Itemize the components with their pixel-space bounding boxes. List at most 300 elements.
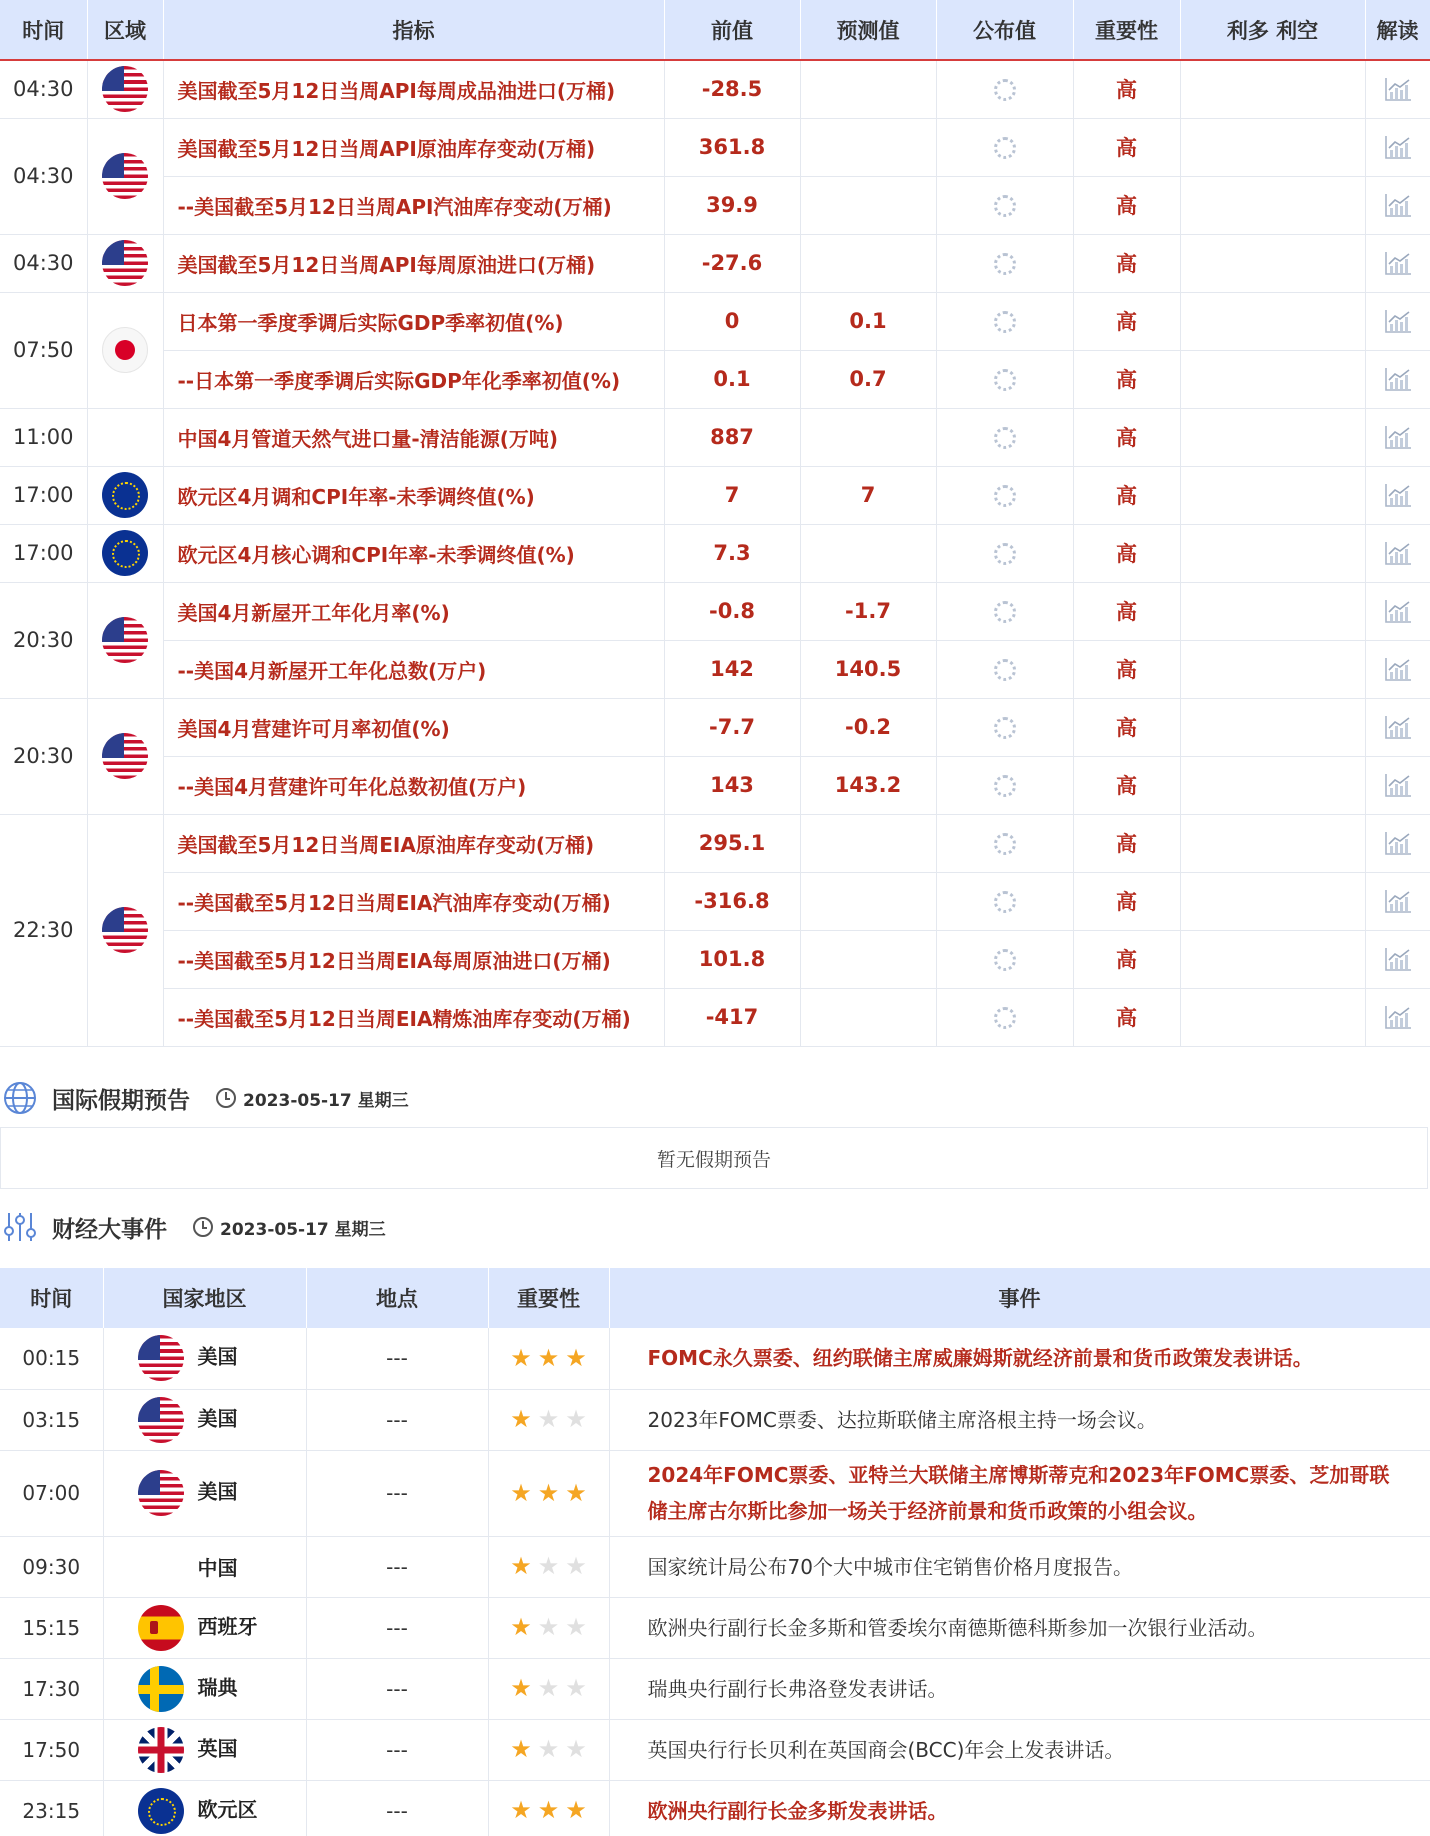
event-description: 2024年FOMC票委、亚特兰大联储主席博斯蒂克和2023年FOMC票委、芝加哥联储主席古尔斯比参加一场关于经济前景和货币政策的小组会议。 — [609, 1450, 1430, 1536]
actual-value — [936, 292, 1073, 350]
globe-icon — [2, 1080, 38, 1116]
country-name: 中国 — [197, 1556, 238, 1580]
chart-analysis-icon[interactable] — [1384, 714, 1412, 740]
event-country — [103, 1536, 306, 1597]
star-icon: ★ — [510, 1674, 532, 1702]
event-country — [103, 1389, 306, 1450]
forecast-value — [800, 814, 936, 872]
region-cell — [87, 466, 163, 524]
bull-bear-cell — [1180, 640, 1365, 698]
analysis-cell[interactable] — [1365, 582, 1430, 640]
forecast-value — [800, 930, 936, 988]
star-icon: ★ — [565, 1478, 587, 1507]
star-icon: ★ — [510, 1735, 532, 1763]
indicator-name[interactable]: 美国截至5月12日当周API每周成品油进口(万桶) — [163, 60, 664, 118]
event-importance — [488, 1597, 609, 1658]
indicator-name[interactable]: --美国截至5月12日当周EIA精炼油库存变动(万桶) — [163, 988, 664, 1046]
previous-value: 7 — [664, 466, 800, 524]
analysis-cell[interactable] — [1365, 350, 1430, 408]
region-cell — [87, 698, 163, 814]
indicator-name[interactable]: 欧元区4月调和CPI年率-未季调终值(%) — [163, 466, 664, 524]
star-icon: ★ — [510, 1478, 532, 1507]
event-place: --- — [306, 1536, 488, 1597]
actual-value — [936, 524, 1073, 582]
indicator-row — [0, 408, 1430, 466]
region-cell — [87, 118, 163, 234]
actual-value — [936, 466, 1073, 524]
event-description: FOMC永久票委、纽约联储主席威廉姆斯就经济前景和货币政策发表讲话。 — [609, 1328, 1430, 1389]
chart-analysis-icon[interactable] — [1384, 192, 1412, 218]
forecast-value: 7 — [800, 466, 936, 524]
importance-value: 高 — [1073, 176, 1180, 234]
importance-value: 高 — [1073, 292, 1180, 350]
events-header-importance: 重要性 — [488, 1268, 609, 1328]
chart-analysis-icon[interactable] — [1384, 888, 1412, 914]
analysis-cell[interactable] — [1365, 930, 1430, 988]
analysis-cell[interactable] — [1365, 292, 1430, 350]
us-flag-icon — [138, 1335, 184, 1381]
indicator-name[interactable]: 美国截至5月12日当周EIA原油库存变动(万桶) — [163, 814, 664, 872]
forecast-value — [800, 988, 936, 1046]
star-icon: ★ — [510, 1613, 532, 1641]
events-header-country: 国家地区 — [103, 1268, 306, 1328]
holiday-section-header — [0, 1068, 1430, 1128]
header-forecast: 预测值 — [800, 0, 936, 60]
forecast-value: 0.7 — [800, 350, 936, 408]
forecast-value: 143.2 — [800, 756, 936, 814]
us-flag-icon — [102, 66, 148, 112]
us-flag-icon — [138, 1470, 184, 1516]
loading-spinner-icon — [994, 601, 1016, 623]
indicator-row — [0, 176, 1430, 234]
chart-analysis-icon[interactable] — [1384, 482, 1412, 508]
bull-bear-cell — [1180, 466, 1365, 524]
events-table — [0, 1268, 1430, 1836]
analysis-cell[interactable] — [1365, 814, 1430, 872]
header-bull-bear: 利多 利空 — [1180, 0, 1365, 60]
indicator-row — [0, 930, 1430, 988]
indicator-name[interactable]: 美国4月新屋开工年化月率(%) — [163, 582, 664, 640]
indicator-row — [0, 466, 1430, 524]
indicator-row — [0, 524, 1430, 582]
analysis-cell[interactable] — [1365, 988, 1430, 1046]
forecast-value — [800, 524, 936, 582]
bull-bear-cell — [1180, 408, 1365, 466]
clock-icon — [193, 1217, 213, 1237]
forecast-value — [800, 234, 936, 292]
events-header-row — [0, 1268, 1430, 1328]
event-description: 国家统计局公布70个大中城市住宅销售价格月度报告。 — [609, 1536, 1430, 1597]
star-icon: ★ — [537, 1343, 560, 1372]
event-row — [0, 1450, 1430, 1536]
event-row — [0, 1328, 1430, 1389]
event-place: --- — [306, 1597, 488, 1658]
indicator-row — [0, 292, 1430, 350]
importance-value: 高 — [1073, 524, 1180, 582]
star-icon: ★ — [565, 1796, 587, 1824]
star-icon: ★ — [510, 1796, 532, 1824]
star-rating — [510, 1407, 587, 1431]
us-flag-icon — [102, 617, 148, 663]
event-time: 17:00 — [0, 466, 87, 524]
jp-flag-icon — [102, 327, 148, 373]
importance-value: 高 — [1073, 872, 1180, 930]
forecast-value — [800, 176, 936, 234]
region-cell — [87, 524, 163, 582]
header-time: 时间 — [0, 0, 87, 60]
loading-spinner-icon — [994, 137, 1016, 159]
events-header-place: 地点 — [306, 1268, 488, 1328]
chart-analysis-icon[interactable] — [1384, 656, 1412, 682]
star-rating — [510, 1798, 587, 1822]
star-icon: ★ — [565, 1674, 587, 1702]
star-rating — [510, 1615, 587, 1639]
event-time: 04:30 — [0, 118, 87, 234]
indicator-header-row — [0, 0, 1430, 60]
event-country — [103, 1719, 306, 1780]
loading-spinner-icon — [994, 485, 1016, 507]
bull-bear-cell — [1180, 988, 1365, 1046]
event-description: 瑞典央行副行长弗洛登发表讲话。 — [609, 1658, 1430, 1719]
holiday-date-text: 2023-05-17 星期三 — [243, 1090, 409, 1111]
loading-spinner-icon — [994, 253, 1016, 275]
chart-analysis-icon[interactable] — [1384, 830, 1412, 856]
event-time: 07:00 — [0, 1450, 103, 1536]
chart-analysis-icon[interactable] — [1384, 772, 1412, 798]
event-time: 20:30 — [0, 582, 87, 698]
events-date — [193, 1215, 386, 1240]
previous-value: 142 — [664, 640, 800, 698]
event-importance — [488, 1328, 609, 1389]
forecast-value: -1.7 — [800, 582, 936, 640]
event-time: 17:30 — [0, 1658, 103, 1719]
event-country — [103, 1780, 306, 1836]
region-cell — [87, 292, 163, 408]
importance-value: 高 — [1073, 582, 1180, 640]
events-header-event: 事件 — [609, 1268, 1430, 1328]
actual-value — [936, 872, 1073, 930]
loading-spinner-icon — [994, 369, 1016, 391]
event-country — [103, 1450, 306, 1536]
bull-bear-cell — [1180, 582, 1365, 640]
actual-value — [936, 698, 1073, 756]
star-icon: ★ — [510, 1405, 532, 1433]
event-importance — [488, 1780, 609, 1836]
country-name: 欧元区 — [197, 1797, 258, 1821]
previous-value: -417 — [664, 988, 800, 1046]
forecast-value: 140.5 — [800, 640, 936, 698]
event-time: 07:50 — [0, 292, 87, 408]
indicator-name[interactable]: --美国截至5月12日当周EIA每周原油进口(万桶) — [163, 930, 664, 988]
bull-bear-cell — [1180, 292, 1365, 350]
star-rating — [510, 1478, 587, 1507]
loading-spinner-icon — [994, 1007, 1016, 1029]
event-importance — [488, 1536, 609, 1597]
forecast-value — [800, 60, 936, 118]
event-description: 英国央行行长贝利在英国商会(BCC)年会上发表讲话。 — [609, 1719, 1430, 1780]
header-importance: 重要性 — [1073, 0, 1180, 60]
event-place: --- — [306, 1450, 488, 1536]
actual-value — [936, 176, 1073, 234]
gb-flag-icon — [138, 1727, 184, 1773]
forecast-value — [800, 408, 936, 466]
star-icon: ★ — [565, 1735, 587, 1763]
bull-bear-cell — [1180, 350, 1365, 408]
previous-value: -0.8 — [664, 582, 800, 640]
event-country — [103, 1597, 306, 1658]
indicator-name[interactable]: 美国截至5月12日当周API原油库存变动(万桶) — [163, 118, 664, 176]
loading-spinner-icon — [994, 891, 1016, 913]
event-place: --- — [306, 1780, 488, 1836]
event-description: 欧洲央行副行长金多斯和管委埃尔南德斯德科斯参加一次银行业活动。 — [609, 1597, 1430, 1658]
event-time: 09:30 — [0, 1536, 103, 1597]
previous-value: -28.5 — [664, 60, 800, 118]
actual-value — [936, 408, 1073, 466]
event-row — [0, 1536, 1430, 1597]
event-time: 23:15 — [0, 1780, 103, 1836]
analysis-cell[interactable] — [1365, 756, 1430, 814]
event-time: 15:15 — [0, 1597, 103, 1658]
star-rating — [510, 1676, 587, 1700]
indicator-name[interactable]: --美国4月营建许可年化总数初值(万户) — [163, 756, 664, 814]
event-time: 03:15 — [0, 1389, 103, 1450]
event-time: 11:00 — [0, 408, 87, 466]
events-date-text: 2023-05-17 星期三 — [220, 1219, 386, 1240]
star-icon: ★ — [537, 1405, 560, 1433]
chart-analysis-icon[interactable] — [1384, 76, 1412, 102]
indicator-name[interactable]: 美国4月营建许可月率初值(%) — [163, 698, 664, 756]
chart-analysis-icon[interactable] — [1384, 540, 1412, 566]
country-name: 西班牙 — [197, 1614, 258, 1638]
importance-value: 高 — [1073, 408, 1180, 466]
eu-flag-icon — [102, 530, 148, 576]
us-flag-icon — [102, 240, 148, 286]
analysis-cell[interactable] — [1365, 872, 1430, 930]
analysis-cell[interactable] — [1365, 176, 1430, 234]
indicator-name[interactable]: --美国截至5月12日当周API汽油库存变动(万桶) — [163, 176, 664, 234]
event-importance — [488, 1450, 609, 1536]
us-flag-icon — [102, 733, 148, 779]
events-header-time: 时间 — [0, 1268, 103, 1328]
actual-value — [936, 640, 1073, 698]
chart-analysis-icon[interactable] — [1384, 598, 1412, 624]
bull-bear-cell — [1180, 872, 1365, 930]
event-country — [103, 1658, 306, 1719]
previous-value: 143 — [664, 756, 800, 814]
event-row — [0, 1658, 1430, 1719]
event-row — [0, 1719, 1430, 1780]
us-flag-icon — [102, 907, 148, 953]
analysis-cell[interactable] — [1365, 118, 1430, 176]
region-cell — [87, 408, 163, 466]
event-importance — [488, 1389, 609, 1450]
analysis-cell[interactable] — [1365, 408, 1430, 466]
indicator-name[interactable]: 美国截至5月12日当周API每周原油进口(万桶) — [163, 234, 664, 292]
star-rating — [510, 1737, 587, 1761]
bull-bear-cell — [1180, 698, 1365, 756]
region-cell — [87, 234, 163, 292]
header-previous: 前值 — [664, 0, 800, 60]
indicator-row — [0, 872, 1430, 930]
actual-value — [936, 60, 1073, 118]
loading-spinner-icon — [994, 775, 1016, 797]
actual-value — [936, 930, 1073, 988]
loading-spinner-icon — [994, 543, 1016, 565]
indicator-row — [0, 582, 1430, 640]
event-time: 04:30 — [0, 60, 87, 118]
star-icon: ★ — [565, 1343, 587, 1372]
event-importance — [488, 1719, 609, 1780]
event-time: 04:30 — [0, 234, 87, 292]
bull-bear-cell — [1180, 930, 1365, 988]
eu-flag-icon — [102, 472, 148, 518]
event-place: --- — [306, 1328, 488, 1389]
indicator-name[interactable]: 欧元区4月核心调和CPI年率-未季调终值(%) — [163, 524, 664, 582]
previous-value: 0 — [664, 292, 800, 350]
analysis-cell[interactable] — [1365, 640, 1430, 698]
previous-value: 295.1 — [664, 814, 800, 872]
star-icon: ★ — [537, 1674, 560, 1702]
importance-value: 高 — [1073, 756, 1180, 814]
star-rating — [510, 1554, 587, 1578]
chart-analysis-icon[interactable] — [1384, 1004, 1412, 1030]
bull-bear-cell — [1180, 524, 1365, 582]
star-icon: ★ — [537, 1552, 560, 1580]
previous-value: 887 — [664, 408, 800, 466]
holiday-section-title: 国际假期预告 — [52, 1087, 190, 1114]
previous-value: 0.1 — [664, 350, 800, 408]
clock-icon — [216, 1088, 236, 1108]
chart-analysis-icon[interactable] — [1384, 134, 1412, 160]
importance-value: 高 — [1073, 466, 1180, 524]
importance-value: 高 — [1073, 814, 1180, 872]
indicator-name[interactable]: --美国4月新屋开工年化总数(万户) — [163, 640, 664, 698]
event-time: 20:30 — [0, 698, 87, 814]
previous-value: -27.6 — [664, 234, 800, 292]
country-name: 英国 — [197, 1736, 238, 1760]
holiday-date — [216, 1086, 409, 1111]
loading-spinner-icon — [994, 659, 1016, 681]
events-section-title: 财经大事件 — [52, 1216, 167, 1243]
holiday-empty-message: 暂无假期预告 — [0, 1127, 1428, 1189]
header-actual: 公布值 — [936, 0, 1073, 60]
previous-value: 361.8 — [664, 118, 800, 176]
analysis-cell[interactable] — [1365, 234, 1430, 292]
indicator-row — [0, 698, 1430, 756]
event-place: --- — [306, 1389, 488, 1450]
star-icon: ★ — [565, 1405, 587, 1433]
loading-spinner-icon — [994, 427, 1016, 449]
importance-value: 高 — [1073, 698, 1180, 756]
previous-value: 39.9 — [664, 176, 800, 234]
star-icon: ★ — [537, 1478, 560, 1507]
indicator-row — [0, 988, 1430, 1046]
loading-spinner-icon — [994, 195, 1016, 217]
loading-spinner-icon — [994, 79, 1016, 101]
header-analysis: 解读 — [1365, 0, 1430, 60]
region-cell — [87, 60, 163, 118]
event-time: 22:30 — [0, 814, 87, 1046]
actual-value — [936, 582, 1073, 640]
us-flag-icon — [102, 153, 148, 199]
bull-bear-cell — [1180, 814, 1365, 872]
bull-bear-cell — [1180, 118, 1365, 176]
event-time: 00:15 — [0, 1328, 103, 1389]
bull-bear-cell — [1180, 176, 1365, 234]
indicator-name[interactable]: 中国4月管道天然气进口量-清洁能源(万吨) — [163, 408, 664, 466]
loading-spinner-icon — [994, 311, 1016, 333]
loading-spinner-icon — [994, 717, 1016, 739]
sliders-icon — [2, 1209, 38, 1245]
indicator-row — [0, 234, 1430, 292]
indicator-row — [0, 350, 1430, 408]
star-icon: ★ — [510, 1552, 532, 1580]
actual-value — [936, 234, 1073, 292]
analysis-cell[interactable] — [1365, 466, 1430, 524]
chart-analysis-icon[interactable] — [1384, 308, 1412, 334]
bull-bear-cell — [1180, 60, 1365, 118]
event-time: 17:00 — [0, 524, 87, 582]
indicator-row — [0, 814, 1430, 872]
actual-value — [936, 814, 1073, 872]
bull-bear-cell — [1180, 756, 1365, 814]
star-icon: ★ — [565, 1613, 587, 1641]
actual-value — [936, 756, 1073, 814]
country-name: 瑞典 — [197, 1675, 238, 1699]
events-section-header — [0, 1197, 1430, 1257]
analysis-cell[interactable] — [1365, 524, 1430, 582]
event-place: --- — [306, 1658, 488, 1719]
loading-spinner-icon — [994, 833, 1016, 855]
star-icon: ★ — [510, 1343, 532, 1372]
actual-value — [936, 118, 1073, 176]
indicator-name[interactable]: --美国截至5月12日当周EIA汽油库存变动(万桶) — [163, 872, 664, 930]
actual-value — [936, 988, 1073, 1046]
header-region: 区域 — [87, 0, 163, 60]
header-indicator: 指标 — [163, 0, 664, 60]
indicator-row — [0, 118, 1430, 176]
importance-value: 高 — [1073, 930, 1180, 988]
star-icon: ★ — [537, 1796, 560, 1824]
event-row — [0, 1597, 1430, 1658]
country-name: 美国 — [197, 1479, 238, 1504]
country-name: 美国 — [197, 1406, 238, 1430]
importance-value: 高 — [1073, 118, 1180, 176]
previous-value: 101.8 — [664, 930, 800, 988]
chart-analysis-icon[interactable] — [1384, 946, 1412, 972]
event-description: 欧洲央行副行长金多斯发表讲话。 — [609, 1780, 1430, 1836]
indicator-name[interactable]: --日本第一季度季调后实际GDP年化季率初值(%) — [163, 350, 664, 408]
importance-value: 高 — [1073, 988, 1180, 1046]
region-cell — [87, 814, 163, 1046]
forecast-value: -0.2 — [800, 698, 936, 756]
importance-value: 高 — [1073, 234, 1180, 292]
se-flag-icon — [138, 1666, 184, 1712]
indicator-name[interactable]: 日本第一季度季调后实际GDP季率初值(%) — [163, 292, 664, 350]
chart-analysis-icon[interactable] — [1384, 366, 1412, 392]
loading-spinner-icon — [994, 949, 1016, 971]
event-place: --- — [306, 1719, 488, 1780]
analysis-cell[interactable] — [1365, 698, 1430, 756]
chart-analysis-icon[interactable] — [1384, 250, 1412, 276]
star-rating — [510, 1343, 587, 1372]
indicator-row — [0, 640, 1430, 698]
analysis-cell[interactable] — [1365, 60, 1430, 118]
event-time: 17:50 — [0, 1719, 103, 1780]
star-icon: ★ — [537, 1735, 560, 1763]
previous-value: 7.3 — [664, 524, 800, 582]
chart-analysis-icon[interactable] — [1384, 424, 1412, 450]
